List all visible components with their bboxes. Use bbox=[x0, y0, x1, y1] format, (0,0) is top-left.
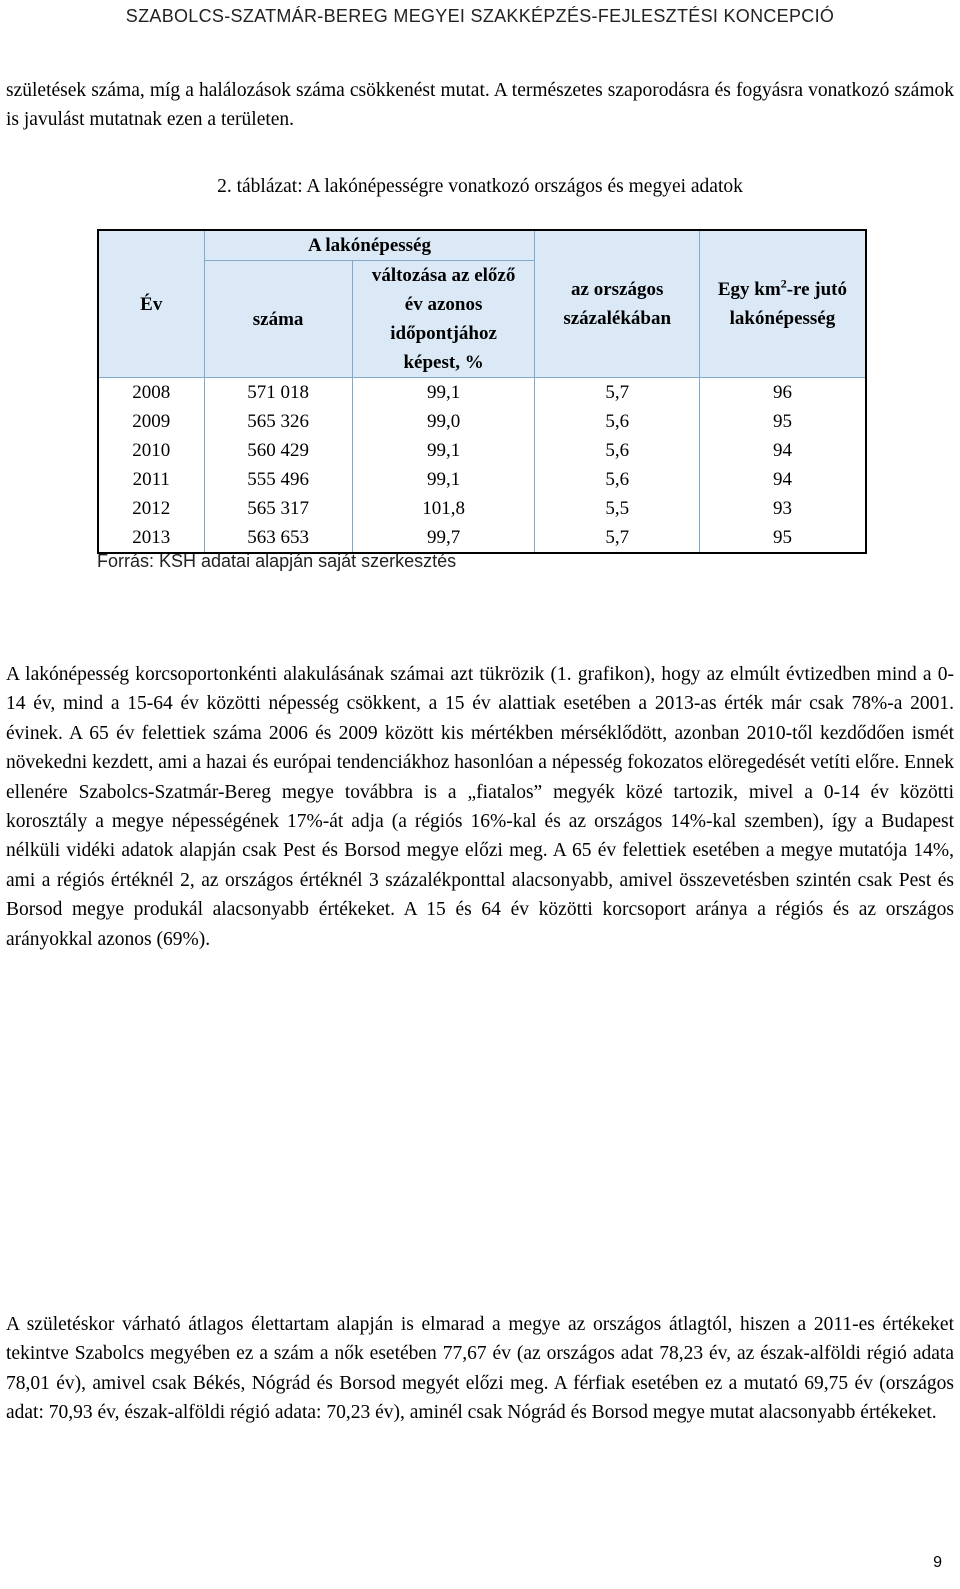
header-density: Egy $km^2-re$ jutó lakónépesség bbox=[699, 230, 866, 378]
cell-density: 95 bbox=[699, 523, 866, 553]
header-national: az országos százalékában bbox=[535, 230, 699, 378]
header-year: Év bbox=[98, 230, 204, 378]
cell-national: 5,6 bbox=[535, 407, 699, 436]
cell-count: 560 429 bbox=[204, 436, 352, 465]
table-row bbox=[98, 407, 866, 436]
body-paragraph: A lakónépesség korcsoportonkénti alakulásának számai azt tükrözik (1. grafikon), hogy az elmúlt évtizedben mind a 0-14 év, mind a 15-64 év közötti népesség csökkent, a 15 év alattiak esetében a 2013-as érték már csak 78%-a 2001. évinek. A 65 év felettiek száma 2006 és 2009 között kis mértékben mérséklődött, azonban 2010-től kezdődően ismét növekedni kezdett, ami a hazai és európai tendenciákhoz hasonlóan a népesség fokozatos elöregedését vetíti előre. Ennek ellenére Szabolcs-Szatmár-Bereg megye továbbra is a „fiatalos” megyék közé tartozik, mivel a 0-14 év közötti korosztály a megye népességének 17%-át adja (a régiós 16%-kal és az országos 14%-kal szemben), így a Budapest nélküli vidéki adatok alapján csak Pest és Borsod megye előzi meg. A 65 év felettiek esetében a megye mutatója 14%, ami a régiós értéknél 2, az országos értéknél 3 százalékponttal alacsonyabb, amivel összevetésben szintén csak Pest és Borsod megye produkál alacsonyabb értékeket. A 15 és 64 év közötti korcsoport aránya a régiós és az országos arányokkal azonos (69%). bbox=[6, 664, 954, 950]
cell-density: 94 bbox=[699, 436, 866, 465]
cell-national: 5,7 bbox=[535, 378, 699, 408]
cell-density: 93 bbox=[699, 494, 866, 523]
cell-density: 96 bbox=[699, 378, 866, 408]
cell-density: 94 bbox=[699, 465, 866, 494]
cell-count: 563 653 bbox=[204, 523, 352, 553]
table-caption: 2. táblázat: A lakónépességre vonatkozó országos és megyei adatok bbox=[217, 176, 743, 197]
cell-change: 99,7 bbox=[352, 523, 535, 553]
cell-national: 5,6 bbox=[535, 436, 699, 465]
cell-change: 99,1 bbox=[352, 465, 535, 494]
cell-count: 555 496 bbox=[204, 465, 352, 494]
table-source: Forrás: KSH adatai alapján saját szerkesztés bbox=[97, 551, 457, 571]
table-row bbox=[98, 436, 866, 465]
cell-national: 5,5 bbox=[535, 494, 699, 523]
header-group: A lakónépesség bbox=[204, 230, 535, 261]
body-paragraph: A születéskor várható átlagos élettartam alapján is elmarad a megye az országos átlagtól, hiszen a 2011-es értékeket tekintve Szabolcs megyében ez a szám a nők esetében 77,67 év (az országos adat 78,23 év, az észak-alföldi régió adata 78,01 év), amivel csak Békés, Nógrád és Borsod megyét előzi meg. A férfiak esetében ez a mutató 69,75 év (országos adat: 70,93 év, észak-alföldi régió adata: 70,23 év), aminél csak Nógrád és Borsod megye mutat alacsonyabb értékeket. bbox=[6, 1314, 954, 1424]
page-header: SZABOLCS-SZATMÁR-BEREG MEGYEI SZAKKÉPZÉS-FEJLESZTÉSI KONCEPCIÓ bbox=[125, 6, 835, 26]
cell-year: 2008 bbox=[98, 378, 204, 408]
header-count: száma bbox=[204, 261, 352, 378]
population-table bbox=[97, 229, 867, 554]
cell-density: 95 bbox=[699, 407, 866, 436]
cell-national: 5,6 bbox=[535, 465, 699, 494]
table-row bbox=[98, 523, 866, 553]
cell-count: 565 326 bbox=[204, 407, 352, 436]
cell-year: 2011 bbox=[98, 465, 204, 494]
page-number: 9 bbox=[933, 1554, 942, 1571]
intro-paragraph: születések száma, míg a halálozások száma csökkenést mutat. A természetes szaporodásra és fogyásra vonatkozó számok is javulást mutatnak ezen a területen. bbox=[6, 80, 954, 131]
cell-change: 99,0 bbox=[352, 407, 535, 436]
table-row bbox=[98, 494, 866, 523]
cell-change: 101,8 bbox=[352, 494, 535, 523]
table-row bbox=[98, 465, 866, 494]
cell-national: 5,7 bbox=[535, 523, 699, 553]
cell-year: 2012 bbox=[98, 494, 204, 523]
table-body bbox=[98, 378, 866, 554]
table-row bbox=[98, 378, 866, 408]
cell-count: 571 018 bbox=[204, 378, 352, 408]
cell-change: 99,1 bbox=[352, 378, 535, 408]
cell-year: 2009 bbox=[98, 407, 204, 436]
cell-year: 2010 bbox=[98, 436, 204, 465]
header-change: változása az előző év azonos időpontjához képest, % bbox=[352, 261, 535, 378]
cell-year: 2013 bbox=[98, 523, 204, 553]
cell-count: 565 317 bbox=[204, 494, 352, 523]
cell-change: 99,1 bbox=[352, 436, 535, 465]
